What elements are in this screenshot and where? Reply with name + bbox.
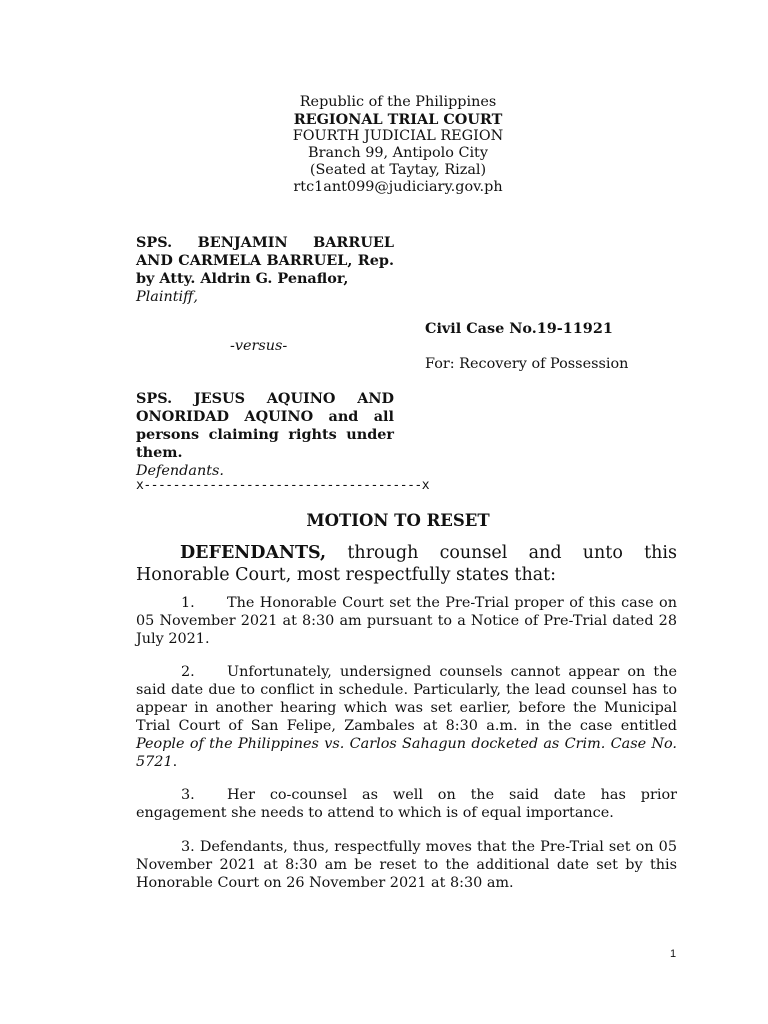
- intro-text: through counsel and unto this Honorable Court, most respectfully states that:: [136, 543, 677, 585]
- caption-separator: x--------------------------------------x: [136, 478, 430, 493]
- intro-lead: DEFENDANTS,: [180, 543, 327, 563]
- plaintiffs-names: SPS. BENJAMIN BARRUEL AND CARMELA BARRUEL, Rep. by Atty. Aldrin G. Penaflor,: [136, 234, 394, 287]
- header-republic: Republic of the Philippines: [299, 94, 497, 110]
- paragraph-3: [136, 786, 677, 822]
- paragraph-4-number: 3.: [181, 839, 195, 855]
- paragraph-2-text: Unfortunately, undersigned counsels cannot appear on the said date due to conflict in schedule. Particularly, the lead counsel has to appear in another hearing which was set earlier, before the Municipal Trial Court of San Felipe, Zambales at 8:30 a.m. in the case entitled: [136, 664, 677, 734]
- paragraph-4-text: Defendants, thus, respectfully moves that the Pre-Trial set on 05 November 2021 at 8:30 am be reset to the additional date set by this Honorable Court on 26 November 2021 at 8:30 am.: [136, 839, 677, 891]
- defendants-block: [136, 390, 394, 480]
- motion-title: MOTION TO RESET: [306, 511, 490, 530]
- paragraph-1-number: 1.: [181, 595, 195, 611]
- intro-paragraph: [136, 542, 677, 586]
- paragraph-3-text: Her co-counsel as well on the said date has prior engagement she needs to attend to which is of equal importance.: [136, 787, 677, 821]
- paragraph-2: [136, 663, 677, 771]
- paragraph-4: [136, 838, 677, 892]
- paragraph-1-text: The Honorable Court set the Pre-Trial proper of this case on 05 November 2021 at 8:30 am pursuant to a Notice of Pre-Trial dated 28 July 2021.: [136, 595, 677, 647]
- case-subject: For: Recovery of Possession: [425, 356, 629, 372]
- case-number: Civil Case No.19-11921: [425, 320, 613, 337]
- plaintiffs-block: [136, 234, 394, 306]
- page-number: 1: [670, 948, 677, 960]
- paragraph-2-end: .: [172, 754, 178, 770]
- header-court: REGIONAL TRIAL COURT: [293, 111, 503, 128]
- versus-label: -versus-: [230, 338, 288, 354]
- header-seat: (Seated at Taytay, Rizal): [309, 162, 487, 178]
- header-email: rtc1ant099@judiciary.gov.ph: [293, 179, 503, 195]
- defendants-names: SPS. JESUS AQUINO AND ONORIDAD AQUINO and all persons claiming rights under them.: [136, 390, 394, 461]
- header-region: FOURTH JUDICIAL REGION: [292, 128, 504, 144]
- paragraph-1: [136, 594, 677, 648]
- paragraph-2-case-title: People of the Philippines vs. Carlos Sahagun docketed as Crim. Case No. 5721: [136, 736, 677, 770]
- paragraph-3-number: 3.: [181, 787, 195, 803]
- court-header: [0, 94, 768, 196]
- plaintiff-role: Plaintiff,: [136, 289, 198, 305]
- defendants-role: Defendants.: [136, 463, 224, 479]
- paragraph-2-number: 2.: [181, 664, 195, 680]
- header-branch: Branch 99, Antipolo City: [308, 145, 488, 161]
